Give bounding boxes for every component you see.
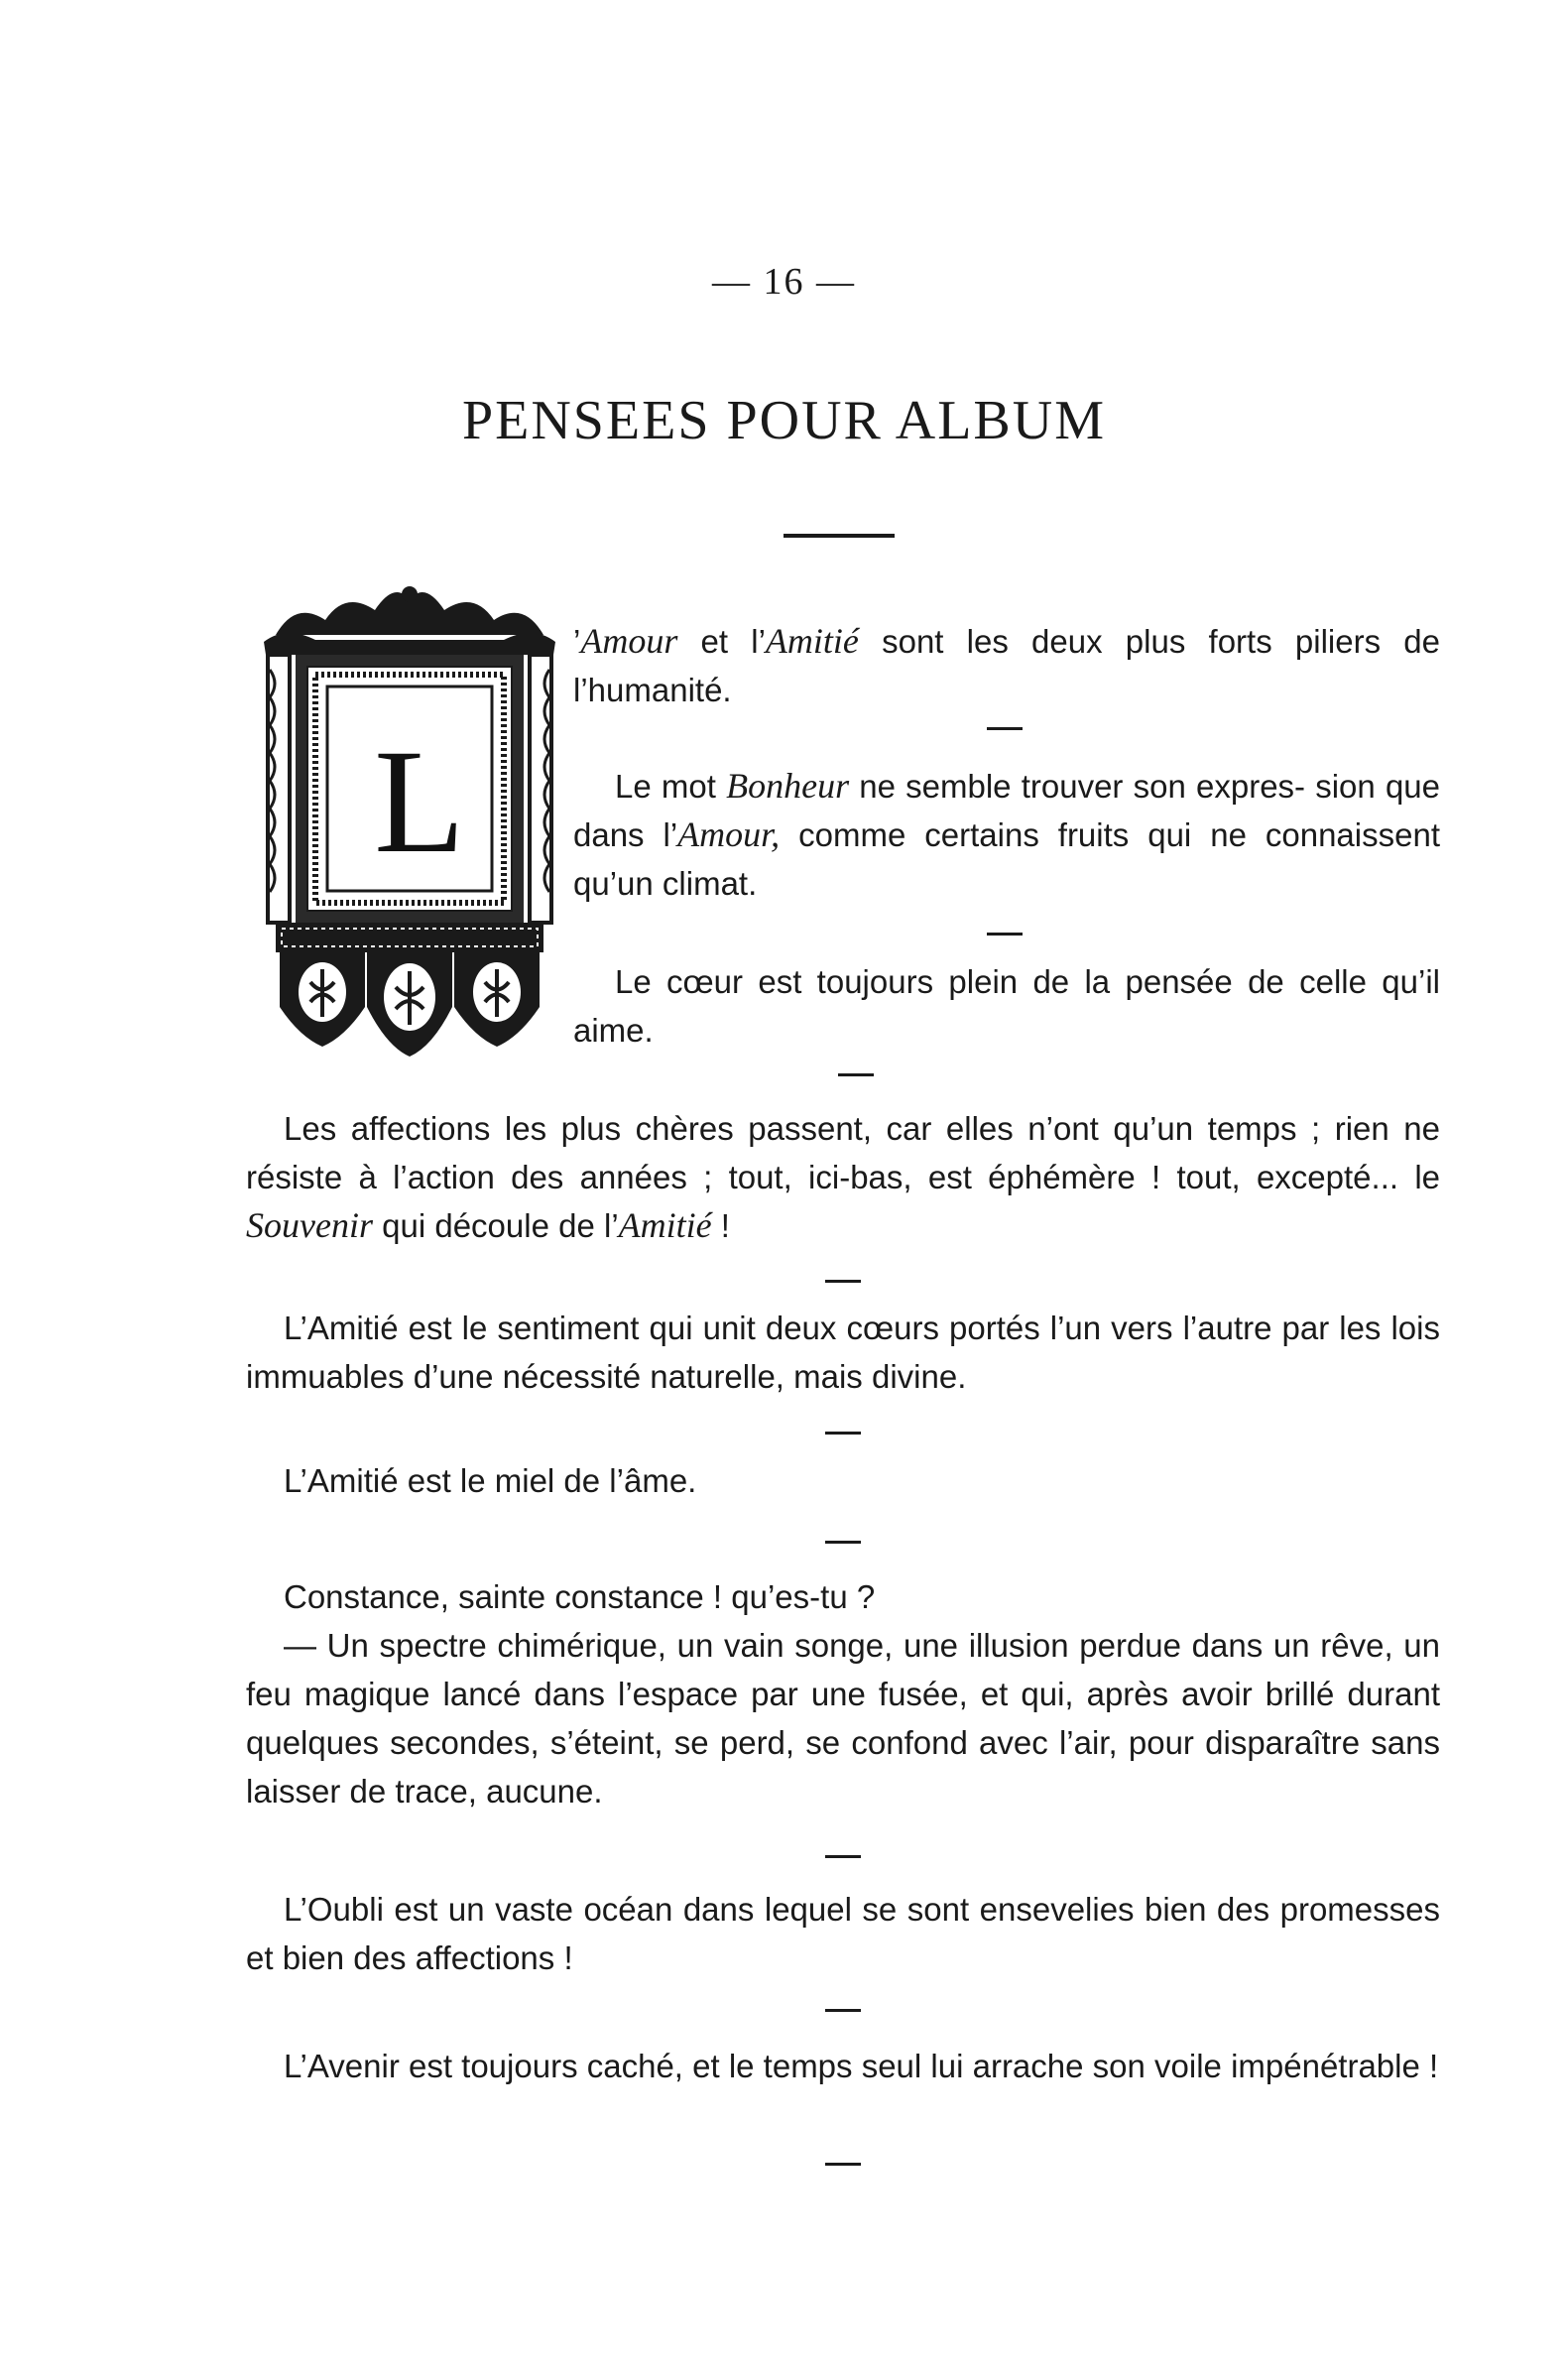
text-fragment: Le mot: [615, 768, 727, 805]
paragraph-oubli: L’Oubli est un vaste océan dans lequel se sont ensevelies bien des promesses et bien des affections !: [246, 1891, 1440, 1976]
text-fragment: et l’: [677, 623, 766, 660]
title-rule: [784, 534, 895, 538]
paragraph-amitie-miel: L’Amitié est le miel de l’âme.: [284, 1462, 697, 1499]
section-dash: [838, 1073, 874, 1076]
section-dash: [825, 1280, 861, 1283]
paragraph-amour-amitie: [573, 617, 1440, 714]
paragraph-constance-answer: — Un spectre chimérique, un vain songe, une illusion perdue dans un rêve, un feu magique lancé dans l’espace par une fusée, et qui, après avoir brillé durant quelques secondes, s’éteint, se perd, se confond avec l’air, pour disparaître sans laisser de trace, aucune.: [246, 1627, 1440, 1810]
text-fragment: sont les deux plus forts piliers de l’humanité.: [573, 623, 1440, 708]
section-dash: [825, 2163, 861, 2166]
paragraph-constance-question: Constance, sainte constance ! qu’es-tu ?: [284, 1578, 876, 1615]
italic-term: Amour,: [677, 814, 781, 854]
paragraph-coeur: Le cœur est toujours plein de la pensée de celle qu’il aime.: [573, 963, 1440, 1049]
section-dash: [987, 933, 1023, 936]
italic-term: Amitié: [765, 621, 859, 661]
paragraph-avenir: L’Avenir est toujours caché, et le temps seul lui arrache son voile impénétrable !: [284, 2048, 1439, 2084]
text-fragment: ’: [573, 623, 581, 660]
text-fragment: Les affections les plus chères passent, car elles n’ont qu’un temps ; rien ne résiste à l’action des années ; tout, ici-bas, est éphémère ! tout, excepté... le: [246, 1110, 1440, 1195]
paragraph-bonheur: [573, 762, 1440, 908]
page-title: PENSEES POUR ALBUM: [461, 390, 1107, 451]
paragraph-affections: [246, 1104, 1440, 1250]
italic-term: Amitié: [618, 1205, 712, 1245]
page-number: — 16 —: [712, 261, 856, 303]
drop-cap-letter: L: [374, 719, 465, 884]
italic-term: Souvenir: [246, 1205, 373, 1245]
italic-term: Amour: [580, 621, 678, 661]
section-dash: [825, 2009, 861, 2012]
text-fragment: qui découle de l’: [372, 1207, 619, 1244]
text-fragment: ne semble trouver son expres- sion que dans l’: [573, 768, 1440, 853]
text-fragment: !: [711, 1207, 730, 1244]
section-dash: [825, 1855, 861, 1858]
section-dash: [825, 1541, 861, 1544]
text-fragment: comme certains fruits qui ne connaissent qu’un climat.: [573, 816, 1440, 902]
paragraph-amitie-sentiment: L’Amitié est le sentiment qui unit deux cœurs portés l’un vers l’autre par les lois immuables d’une nécessité naturelle, mais divine.: [246, 1310, 1440, 1395]
ornamental-drop-cap: [256, 580, 563, 1057]
italic-term: Bonheur: [726, 766, 850, 806]
section-dash: [825, 1432, 861, 1435]
section-dash: [987, 727, 1023, 730]
